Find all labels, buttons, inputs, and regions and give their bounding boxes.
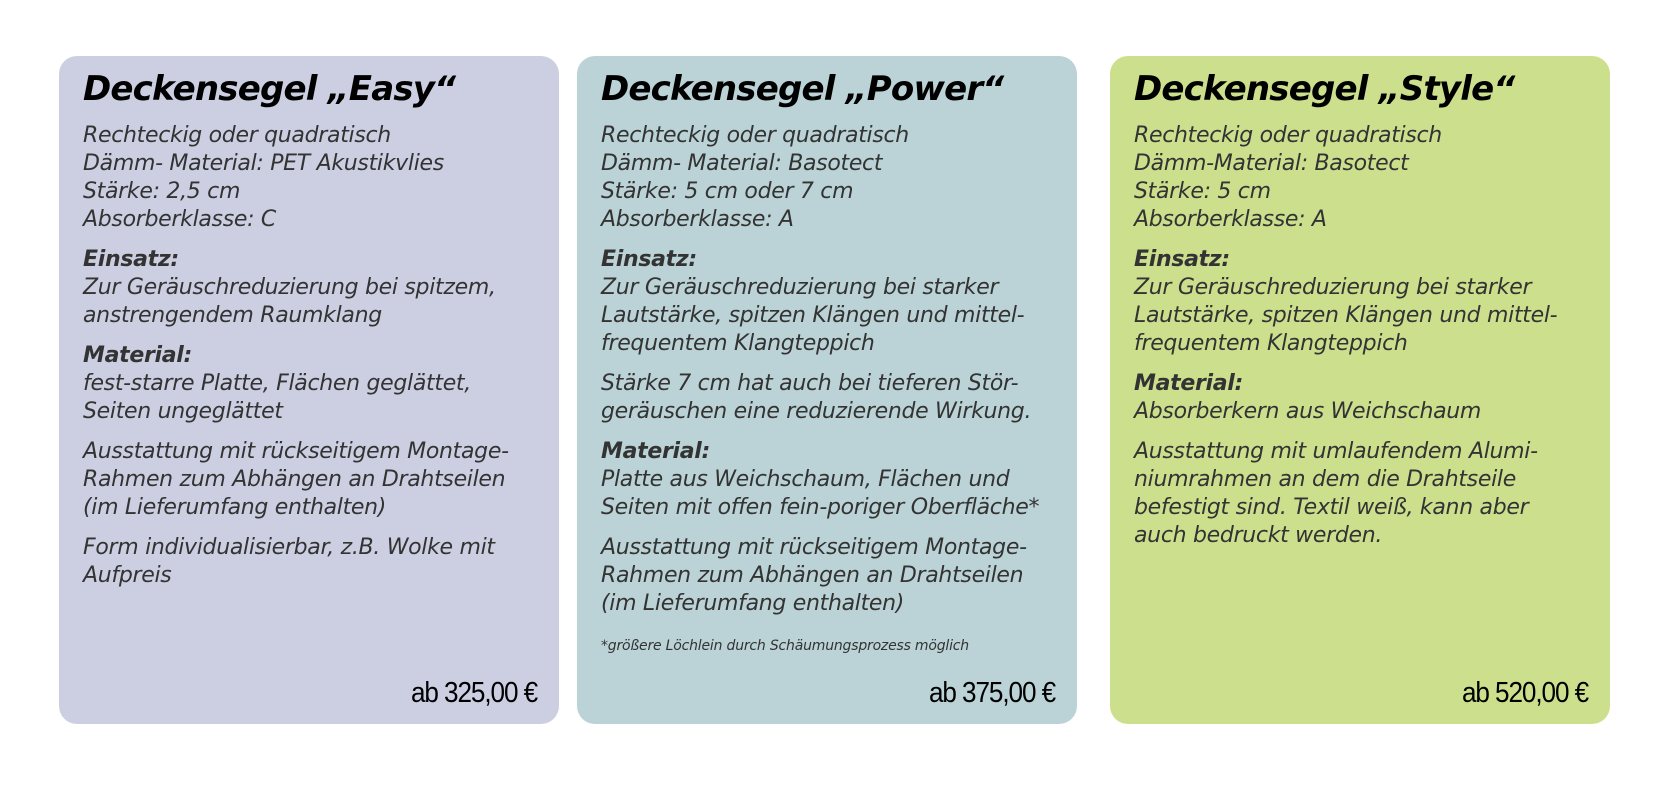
footnote: *größere Löchlein durch Schäumungsprozess möglich (601, 638, 969, 654)
spec-line: Absorberklasse: C (83, 207, 276, 232)
specs (1134, 122, 1588, 234)
equipment-line: Rahmen zum Abhängen an Drahtseilen (601, 563, 1024, 588)
usage-section (1134, 246, 1588, 358)
usage-line: Zur Geräuschreduzierung bei spitzem, (83, 275, 496, 300)
equipment-line: Ausstattung mit rückseitigem Montage- (601, 535, 1027, 560)
material-line: Seiten mit offen fein-poriger Oberfläche* (601, 495, 1040, 520)
price-label: ab 375,00 € (929, 677, 1055, 709)
specs (601, 122, 1055, 234)
usage-heading: Einsatz: (1134, 247, 1230, 272)
usage-line: anstrengendem Raumklang (83, 303, 382, 328)
spec-line: Rechteckig oder quadratisch (601, 123, 909, 148)
extra-line: Aufpreis (83, 563, 172, 588)
equipment-line: Ausstattung mit rückseitigem Montage- (83, 439, 509, 464)
usage-heading: Einsatz: (601, 247, 697, 272)
usage-note-line: Stärke 7 cm hat auch bei tieferen Stör- (601, 371, 1019, 396)
spec-line: Dämm- Material: Basotect (601, 151, 883, 176)
usage-line: Lautstärke, spitzen Klängen und mittel- (601, 303, 1025, 328)
material-line: Platte aus Weichschaum, Flächen und (601, 467, 1010, 492)
product-card-power (577, 56, 1077, 724)
extra-section (83, 534, 537, 590)
material-section (601, 438, 1055, 522)
equipment-line: niumrahmen an dem die Drahtseile (1134, 467, 1516, 492)
spec-line: Dämm- Material: PET Akustikvlies (83, 151, 444, 176)
material-heading: Material: (1134, 371, 1244, 396)
price-label: ab 325,00 € (411, 677, 537, 709)
card-title: Deckensegel „Style“ (1134, 69, 1515, 109)
equipment-line: Rahmen zum Abhängen an Drahtseilen (83, 467, 506, 492)
specs (83, 122, 537, 234)
equipment-line: (im Lieferumfang enthalten) (601, 591, 905, 616)
extra-line: Form individualisierbar, z.B. Wolke mit (83, 535, 495, 560)
material-section (83, 342, 537, 426)
equipment-line: (im Lieferumfang enthalten) (83, 495, 387, 520)
equipment-line: Ausstattung mit umlaufendem Alumi- (1134, 439, 1538, 464)
spec-line: Absorberklasse: A (601, 207, 794, 232)
product-card-easy (59, 56, 559, 724)
price-label: ab 520,00 € (1462, 677, 1588, 709)
material-heading: Material: (601, 439, 711, 464)
material-heading: Material: (83, 343, 193, 368)
usage-line: Lautstärke, spitzen Klängen und mittel- (1134, 303, 1558, 328)
spec-line: Rechteckig oder quadratisch (1134, 123, 1442, 148)
equipment-section (1134, 438, 1588, 550)
card-title: Deckensegel „Easy“ (83, 69, 456, 109)
spec-line: Absorberklasse: A (1134, 207, 1327, 232)
material-line: Seiten ungeglättet (83, 399, 283, 424)
equipment-section (601, 534, 1055, 618)
usage-line: frequentem Klangteppich (601, 331, 875, 356)
usage-line: Zur Geräuschreduzierung bei starker (1134, 275, 1532, 300)
usage-heading: Einsatz: (83, 247, 179, 272)
usage-note-line: geräuschen eine reduzierende Wirkung. (601, 399, 1032, 424)
equipment-line: befestigt sind. Textil weiß, kann aber (1134, 495, 1529, 520)
spec-line: Stärke: 5 cm oder 7 cm (601, 179, 854, 204)
material-section (1134, 370, 1588, 426)
usage-section (601, 246, 1055, 358)
usage-note-section (601, 370, 1055, 426)
equipment-line: auch bedruckt werden. (1134, 523, 1383, 548)
spec-line: Stärke: 5 cm (1134, 179, 1271, 204)
card-title: Deckensegel „Power“ (601, 69, 1004, 109)
usage-line: Zur Geräuschreduzierung bei starker (601, 275, 999, 300)
material-line: Absorberkern aus Weichschaum (1134, 399, 1482, 424)
product-card-style (1110, 56, 1610, 724)
usage-section (83, 246, 537, 330)
spec-line: Stärke: 2,5 cm (83, 179, 241, 204)
spec-line: Rechteckig oder quadratisch (83, 123, 391, 148)
equipment-section (83, 438, 537, 522)
usage-line: frequentem Klangteppich (1134, 331, 1408, 356)
material-line: fest-starre Platte, Flächen geglättet, (83, 371, 471, 396)
spec-line: Dämm-Material: Basotect (1134, 151, 1409, 176)
